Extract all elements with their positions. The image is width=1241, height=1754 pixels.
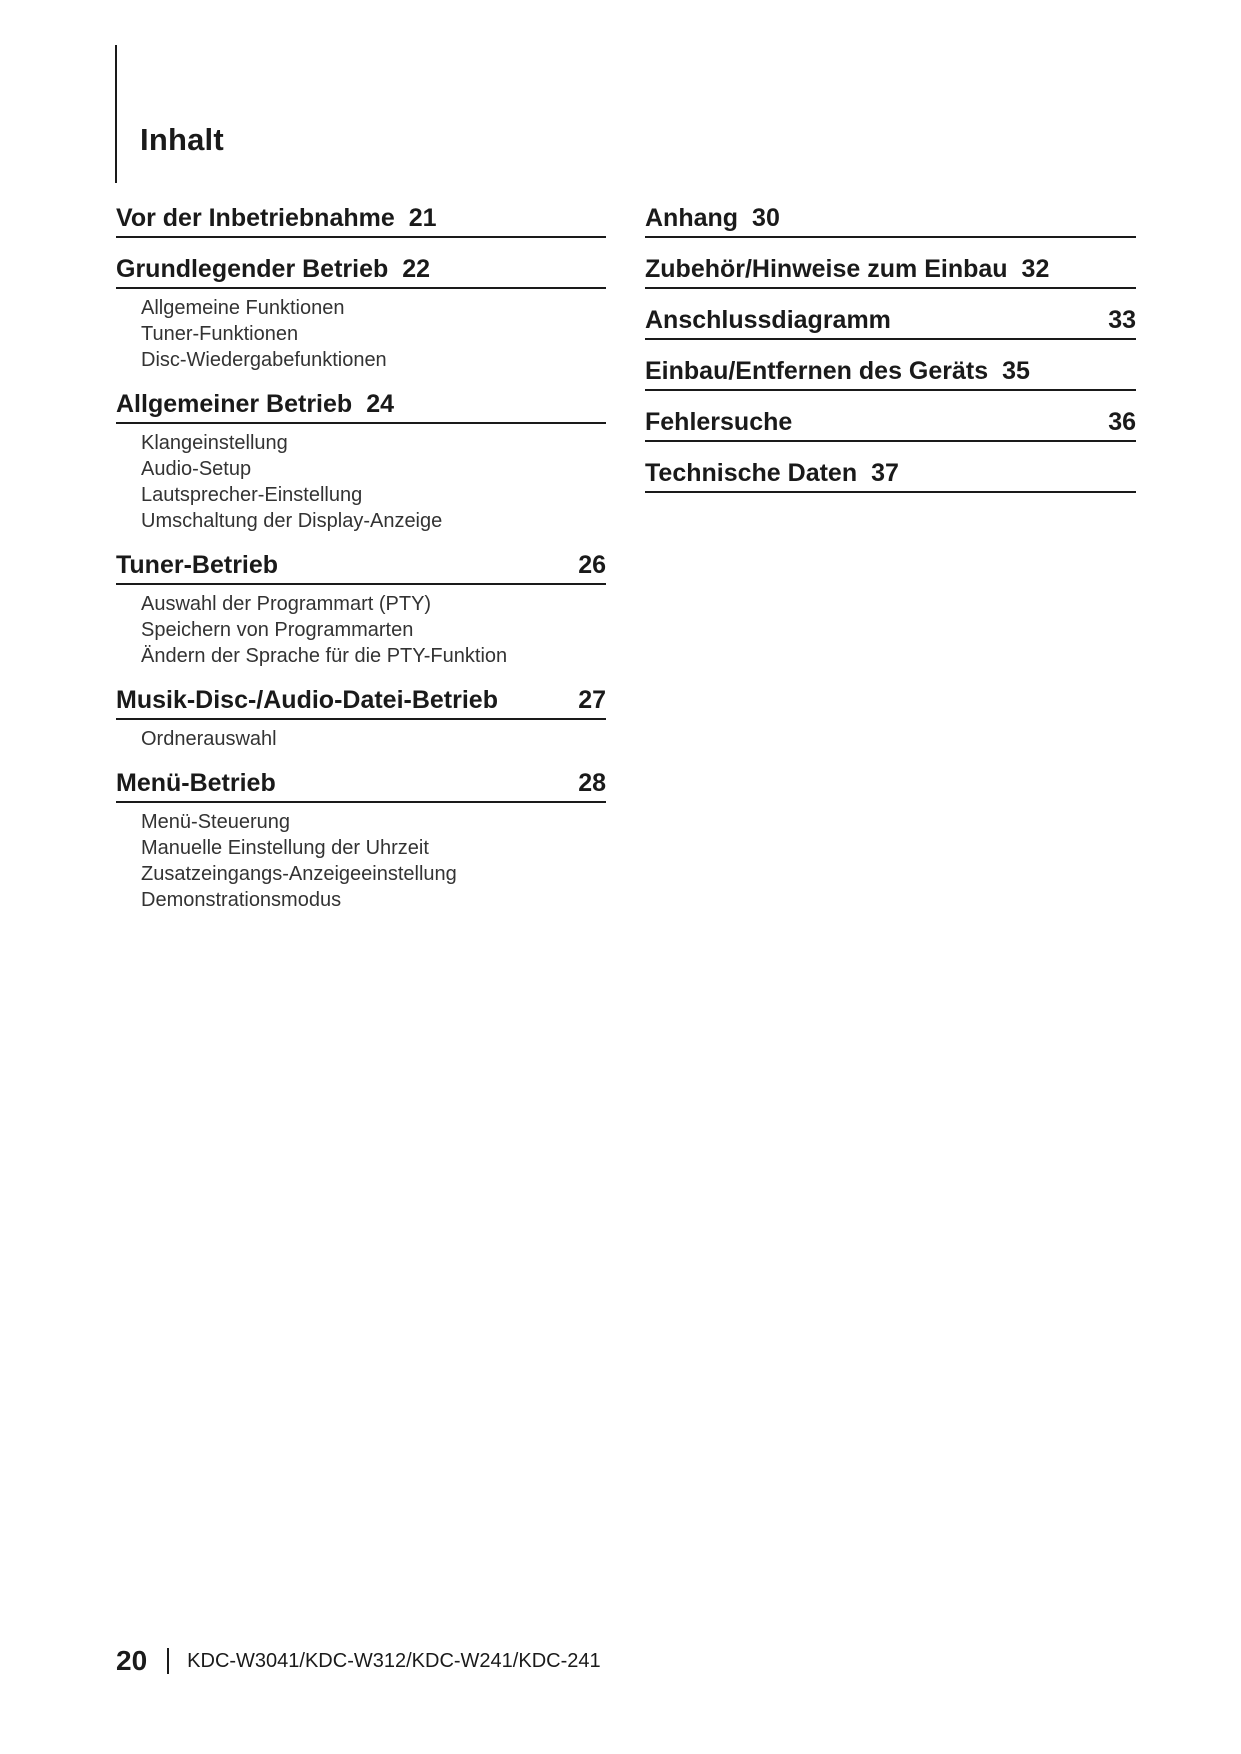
toc-subsection-item[interactable]: Zusatzeingangs-Anzeigeeinstellung [141, 863, 457, 885]
section-page-number: 27 [578, 686, 606, 714]
section-page-number: 33 [1108, 306, 1136, 334]
footer-divider [167, 1648, 169, 1674]
toc-subsection-item[interactable]: Klangeinstellung [141, 432, 288, 454]
toc-subsection-list [116, 295, 606, 373]
toc-subsection-item[interactable]: Umschaltung der Display-Anzeige [141, 510, 443, 532]
section-title: Einbau/Entfernen des Geräts [645, 357, 989, 385]
toc-left-column [116, 203, 606, 913]
title-accent-bar [115, 45, 117, 183]
section-page-number: 36 [1108, 408, 1136, 436]
toc-section-anschlussdiagramm[interactable] [645, 305, 1136, 340]
section-title: Vor der Inbetriebnahme [116, 204, 395, 232]
toc-right-column [645, 203, 1136, 493]
toc-section-anhang[interactable] [645, 203, 1136, 238]
toc-section-allgemeiner-betrieb[interactable] [116, 389, 606, 424]
toc-subsection-list [116, 591, 606, 669]
toc-subsection-item[interactable]: Ändern der Sprache für die PTY-Funktion [141, 645, 508, 667]
section-title: Allgemeiner Betrieb [116, 390, 353, 418]
section-title: Grundlegender Betrieb [116, 255, 389, 283]
section-page-number: 21 [408, 204, 437, 232]
section-page-number: 28 [578, 769, 606, 797]
footer-model-list: KDC-W3041/KDC-W312/KDC-W241/KDC-241 [187, 1649, 601, 1672]
toc-subsection-item[interactable]: Ordnerauswahl [141, 728, 277, 750]
toc-section-menue-betrieb[interactable] [116, 768, 606, 803]
toc-section-musik-disc-audio-datei-betrieb[interactable] [116, 685, 606, 720]
toc-subsection-list [116, 809, 606, 913]
section-title: Zubehör/Hinweise zum Einbau [645, 255, 1008, 283]
section-page-number: 35 [1002, 357, 1030, 385]
section-page-number: 30 [752, 204, 780, 232]
toc-subsection-item[interactable]: Audio-Setup [141, 458, 252, 480]
section-page-number: 24 [366, 390, 394, 418]
toc-subsection-item[interactable]: Disc-Wiedergabefunktionen [141, 349, 387, 371]
footer-page-number: 20 [116, 1645, 148, 1676]
toc-section-tuner-betrieb[interactable] [116, 550, 606, 585]
toc-subsection-list [116, 430, 606, 534]
section-title: Fehlersuche [645, 408, 793, 436]
toc-subsection-item[interactable]: Tuner-Funktionen [141, 323, 299, 345]
toc-subsection-item[interactable]: Auswahl der Programmart (PTY) [141, 593, 432, 615]
toc-subsection-item[interactable]: Menü-Steuerung [141, 811, 290, 833]
toc-subsection-item[interactable]: Speichern von Programmarten [141, 619, 414, 641]
page-footer [116, 1644, 601, 1678]
section-page-number: 32 [1021, 255, 1050, 283]
section-page-number: 37 [871, 459, 899, 487]
toc-subsection-item[interactable]: Demonstrationsmodus [141, 889, 342, 911]
section-title: Menü-Betrieb [116, 769, 276, 797]
toc-subsection-item[interactable]: Manuelle Einstellung der Uhrzeit [141, 837, 429, 859]
toc-section-einbau-entfernen[interactable] [645, 356, 1136, 391]
section-page-number: 26 [578, 551, 606, 579]
toc-section-technische-daten[interactable] [645, 458, 1136, 493]
section-title: Musik-Disc-/Audio-Datei-Betrieb [116, 686, 498, 714]
toc-section-fehlersuche[interactable] [645, 407, 1136, 442]
toc-subsection-item[interactable]: Allgemeine Funktionen [141, 297, 345, 319]
section-title: Technische Daten [645, 459, 858, 487]
toc-section-vor-der-inbetriebnahme[interactable] [116, 203, 606, 238]
section-page-number: 22 [402, 255, 431, 283]
toc-subsection-list [116, 726, 606, 752]
toc-section-grundlegender-betrieb[interactable] [116, 254, 606, 289]
toc-subsection-item[interactable]: Lautsprecher-Einstellung [141, 484, 363, 506]
section-title: Anhang [645, 204, 739, 232]
section-title: Anschlussdiagramm [645, 306, 891, 334]
page-title: Inhalt [140, 122, 224, 157]
section-title: Tuner-Betrieb [116, 551, 279, 579]
toc-section-zubehoer-hinweise[interactable] [645, 254, 1136, 289]
